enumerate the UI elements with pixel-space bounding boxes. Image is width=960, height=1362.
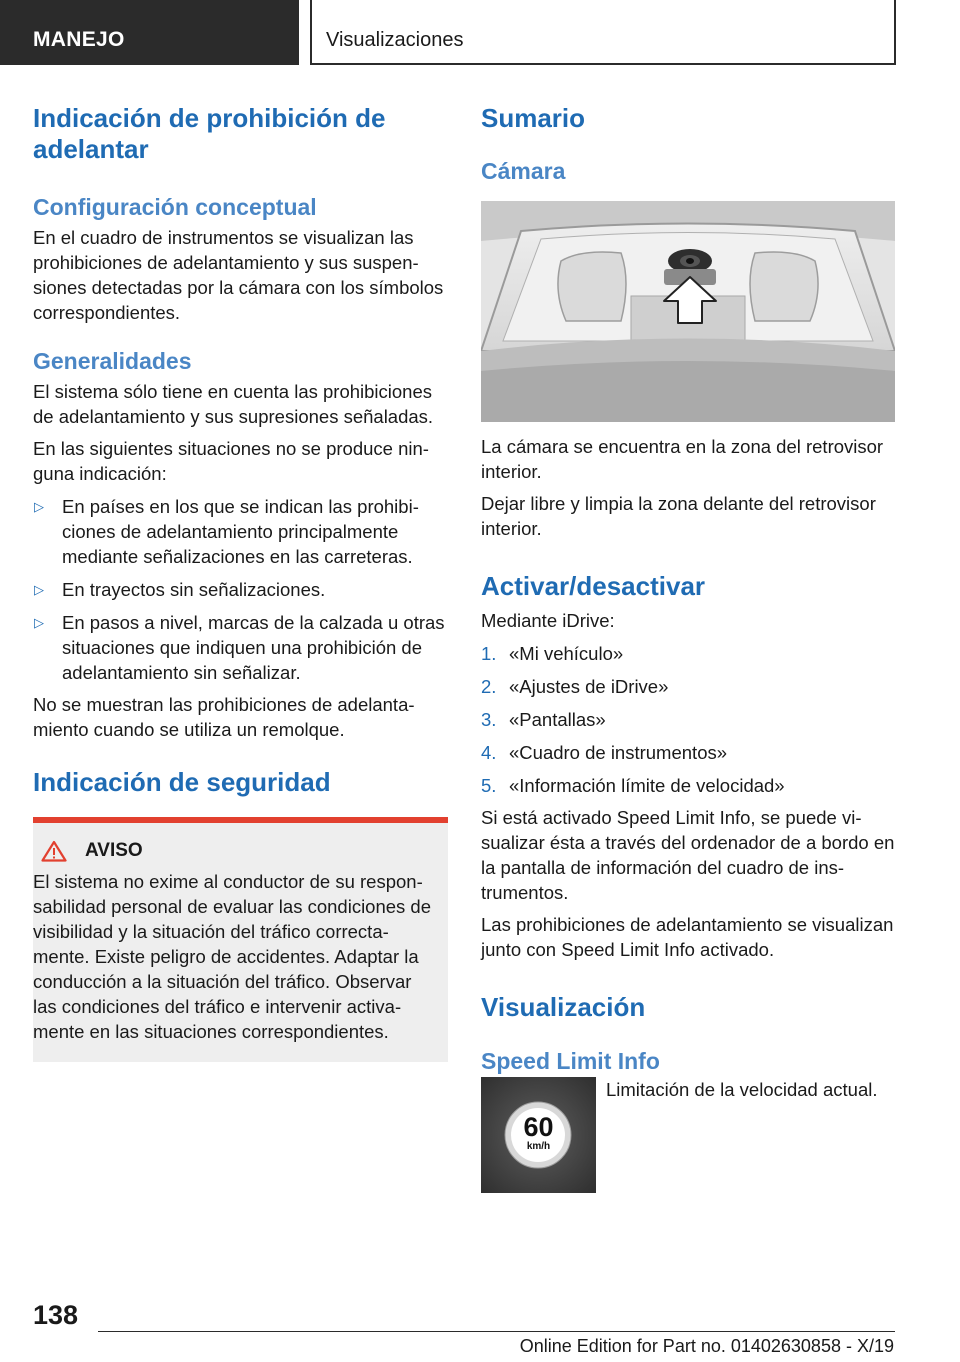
- page-number: 138: [33, 1300, 79, 1330]
- step-number: 5.: [481, 775, 497, 796]
- list-item: [481, 707, 896, 732]
- activate-intro: Mediante iDrive:: [481, 610, 615, 631]
- speed-limit-image: [481, 1077, 596, 1193]
- warning-text: El sistema no exime al conductor de su responsabilidad personal de evaluar las condiciones de visibilidad y la situación del tráfico correctamente. Existe peligro de accidentes. Adaptar la conducción a la situación del tráfico. Observar las condiciones del tráfico e intervenir activamente en las situaciones correspondientes.: [33, 871, 432, 1042]
- header-section-label: MANEJO: [33, 28, 125, 51]
- left-column: [33, 103, 448, 1062]
- camera-location-image: [481, 201, 895, 422]
- display-heading: Visualización: [481, 992, 646, 1022]
- list-item: [481, 740, 896, 765]
- safety-heading: Indicación de seguridad: [33, 767, 331, 797]
- step-text: «Pantallas»: [509, 709, 606, 730]
- step-text: «Mi vehículo»: [509, 643, 624, 664]
- bullet-triangle-icon: ▷: [34, 615, 44, 630]
- concept-text: En el cuadro de instrumentos se visualizan las prohibiciones de adelantamiento y sus suspensiones detectadas por la cámara con los símbolos correspondientes.: [33, 227, 444, 323]
- list-item: [481, 641, 896, 666]
- list-item: [33, 610, 448, 685]
- step-number: 3.: [481, 709, 497, 730]
- step-number: 2.: [481, 676, 497, 697]
- activate-text-1: Si está activado Speed Limit Info, se puede visualizar ésta a través del ordenador de a bordo en la pantalla de información del cuadro de instrumentos.: [481, 807, 895, 903]
- activate-heading: Activar/desactivar: [481, 571, 706, 601]
- step-text: «Cuadro de instrumentos»: [509, 742, 728, 763]
- list-item: [33, 494, 448, 569]
- general-text-1: El sistema sólo tiene en cuenta las prohibiciones de adelantamiento y sus supresiones señaladas.: [33, 381, 434, 427]
- concept-heading: Configuración conceptual: [33, 194, 317, 220]
- camera-text-2: Dejar libre y limpia la zona delante del retrovisor interior.: [481, 493, 876, 539]
- footer-divider: [98, 1331, 895, 1332]
- speed-limit-heading: Speed Limit Info: [481, 1048, 660, 1074]
- section-title: Indicación de prohibición de adelantar: [33, 103, 386, 164]
- list-item: [33, 577, 448, 602]
- activate-text-2: Las prohibiciones de adelantamiento se visualizan junto con Speed Limit Info activado.: [481, 914, 894, 960]
- bullet-text: En países en los que se indican las prohibiciones de adelantamiento principalmente mediante señalizaciones en las carreteras.: [62, 496, 419, 567]
- header-chapter-tab: [310, 0, 896, 65]
- warning-box: [33, 817, 448, 1062]
- general-heading: Generalidades: [33, 348, 192, 374]
- speed-limit-block: [481, 1077, 896, 1193]
- speed-sign-value: 60: [523, 1112, 554, 1142]
- step-number: 4.: [481, 742, 497, 763]
- header-section-tab: [0, 0, 299, 65]
- summary-heading: Sumario: [481, 103, 586, 133]
- step-text: «Ajustes de iDrive»: [509, 676, 669, 697]
- camera-heading: Cámara: [481, 158, 566, 184]
- bullet-triangle-icon: ▷: [34, 499, 44, 514]
- speed-limit-caption: Limitación de la velocidad actual.: [606, 1079, 878, 1100]
- bullet-triangle-icon: ▷: [34, 582, 44, 597]
- warning-triangle-icon: [41, 840, 67, 862]
- warning-title: AVISO: [85, 840, 143, 861]
- step-text: «Información límite de velocidad»: [509, 775, 785, 796]
- bullet-text: En trayectos sin señalizaciones.: [62, 579, 326, 600]
- list-item: [481, 773, 896, 798]
- camera-text-1: La cámara se encuentra en la zona del retrovisor interior.: [481, 436, 884, 482]
- header-chapter-label: Visualizaciones: [326, 29, 464, 51]
- step-number: 1.: [481, 643, 497, 664]
- general-text-2: En las siguientes situaciones no se produce ninguna indicación:: [33, 438, 429, 484]
- general-text-3: No se muestran las prohibiciones de adelantamiento cuando se utiliza un remolque.: [33, 694, 415, 740]
- footer-edition: Online Edition for Part no. 01402630858 - X/19: [519, 1336, 894, 1356]
- car-interior-illustration: [481, 201, 895, 422]
- bullet-text: En pasos a nivel, marcas de la calzada u otras situaciones que indiquen una prohibición de adelantamiento sin señalizar.: [62, 612, 445, 683]
- right-column: [481, 103, 896, 1193]
- list-item: [481, 674, 896, 699]
- speed-sign-unit: km/h: [526, 1141, 551, 1152]
